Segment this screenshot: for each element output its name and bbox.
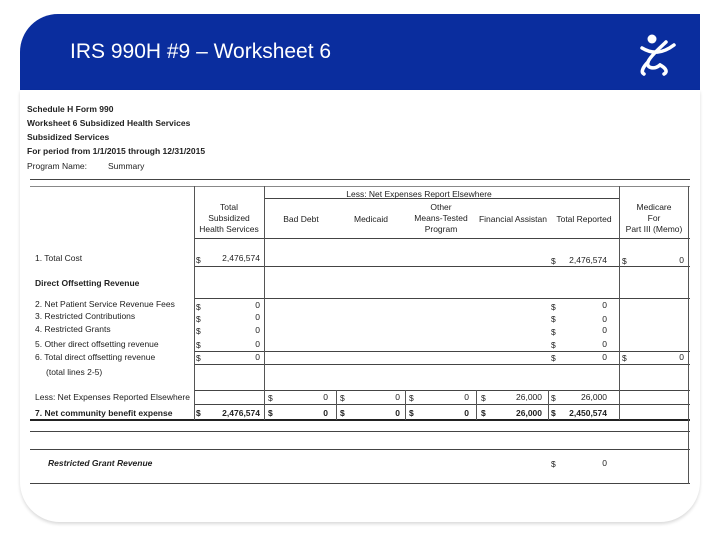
- row-other-direct-label: 5. Other direct offsetting revenue: [35, 339, 159, 349]
- grid-line: [30, 186, 690, 187]
- row-restricted-contributions-label: 3. Restricted Contributions: [35, 311, 136, 321]
- grid-line: [194, 266, 690, 267]
- currency-sign: $: [196, 340, 201, 350]
- net-community-medicaid-value: 0: [395, 408, 400, 418]
- net-patient-subsidized-value: 0: [255, 300, 260, 310]
- currency-sign: $: [551, 327, 556, 337]
- col-total-reported: Total Reported: [556, 214, 612, 224]
- currency-sign: $: [268, 393, 273, 403]
- grid-line: [194, 238, 690, 239]
- restricted-grant-revenue-value: 0: [602, 458, 607, 468]
- stick-figure-logo-icon: [638, 32, 678, 76]
- col-financial-assistance: Financial Assistan: [478, 214, 548, 224]
- net-community-total-reported-value: 2,450,574: [569, 408, 607, 418]
- col-total-subsidized: Total Subsidized Health Services: [199, 202, 259, 234]
- currency-sign: $: [481, 393, 486, 403]
- less-net-bad-debt-value: 0: [323, 392, 328, 402]
- grid-line: [548, 390, 549, 420]
- less-net-other-means-value: 0: [464, 392, 469, 402]
- other-direct-reported-value: 0: [602, 339, 607, 349]
- grid-line: [194, 390, 690, 391]
- net-community-bad-debt-value: 0: [323, 408, 328, 418]
- currency-sign: $: [551, 256, 556, 266]
- net-patient-reported-value: 0: [602, 300, 607, 310]
- grid-line: [688, 186, 689, 484]
- currency-sign: $: [551, 408, 556, 418]
- grid-line: [30, 431, 690, 432]
- col-medicare-memo: Medicare For Part III (Memo): [625, 202, 683, 234]
- currency-sign: $: [551, 340, 556, 350]
- total-direct-subsidized-value: 0: [255, 352, 260, 362]
- grid-line: [30, 419, 690, 421]
- grid-line: [194, 351, 690, 352]
- currency-sign: $: [196, 408, 201, 418]
- col-medicaid: Medicaid: [353, 214, 389, 224]
- currency-sign: $: [551, 393, 556, 403]
- grid-line: [194, 298, 690, 299]
- restricted-grant-revenue-label: Restricted Grant Revenue: [48, 458, 153, 468]
- currency-sign: $: [196, 255, 201, 265]
- row-total-cost-label: 1. Total Cost: [35, 253, 83, 263]
- currency-sign: $: [196, 302, 201, 312]
- total-cost-medicare-value: 0: [679, 255, 684, 265]
- row-net-patient-label: 2. Net Patient Service Revenue Fees: [35, 299, 175, 309]
- net-expenses-group-header: Less: Net Expenses Report Elsewhere: [346, 189, 492, 199]
- restricted-grants-reported-value: 0: [602, 325, 607, 335]
- currency-sign: $: [551, 302, 556, 312]
- currency-sign: $: [196, 326, 201, 336]
- program-name-label: Program Name:: [27, 161, 87, 171]
- currency-sign: $: [409, 393, 414, 403]
- total-direct-sublabel: (total lines 2-5): [46, 367, 103, 377]
- total-direct-reported-value: 0: [602, 352, 607, 362]
- currency-sign: $: [340, 408, 345, 418]
- grid-line: [30, 449, 690, 450]
- currency-sign: $: [622, 353, 627, 363]
- net-community-subsidized-value: 2,476,574: [222, 408, 260, 418]
- row-total-direct-label: 6. Total direct offsetting revenue: [35, 352, 156, 362]
- grid-line: [476, 390, 477, 420]
- row-restricted-grants-label: 4. Restricted Grants: [35, 324, 111, 334]
- currency-sign: $: [268, 408, 273, 418]
- header-line-1: Schedule H Form 990: [27, 104, 114, 114]
- currency-sign: $: [196, 353, 201, 363]
- grid-line: [336, 390, 337, 420]
- less-net-financial-assistance-value: 26,000: [516, 392, 542, 402]
- currency-sign: $: [340, 393, 345, 403]
- col-bad-debt: Bad Debt: [283, 214, 319, 224]
- header-line-2: Worksheet 6 Subsidized Health Services: [27, 118, 191, 128]
- total-cost-reported-value: 2,476,574: [569, 255, 607, 265]
- net-community-financial-assistance-value: 26,000: [516, 408, 542, 418]
- grid-line: [194, 404, 690, 405]
- grid-line: [30, 179, 690, 180]
- currency-sign: $: [551, 353, 556, 363]
- grid-line: [405, 390, 406, 420]
- row-net-community-label: 7. Net community benefit expense: [35, 408, 173, 418]
- header-line-4: For period from 1/1/2015 through 12/31/2015: [27, 146, 206, 156]
- less-net-medicaid-value: 0: [395, 392, 400, 402]
- program-name-value: Summary: [108, 161, 145, 171]
- currency-sign: $: [481, 408, 486, 418]
- slide-title: IRS 990H #9 – Worksheet 6: [70, 40, 332, 63]
- currency-sign: $: [196, 314, 201, 324]
- restricted-grants-subsidized-value: 0: [255, 325, 260, 335]
- currency-sign: $: [551, 314, 556, 324]
- col-other-means-tested: Other Means-Tested Program: [414, 202, 468, 234]
- row-less-net-expenses-label: Less: Net Expenses Reported Elsewhere: [35, 392, 190, 402]
- currency-sign: $: [622, 256, 627, 266]
- other-direct-subsidized-value: 0: [255, 339, 260, 349]
- direct-offsetting-header: Direct Offsetting Revenue: [35, 278, 140, 288]
- net-community-other-means-value: 0: [464, 408, 469, 418]
- currency-sign: $: [551, 459, 556, 469]
- header-line-3: Subsidized Services: [27, 132, 110, 142]
- total-direct-medicare-value: 0: [679, 352, 684, 362]
- restricted-contributions-reported-value: 0: [602, 314, 607, 324]
- currency-sign: $: [409, 408, 414, 418]
- restricted-contributions-subsidized-value: 0: [255, 312, 260, 322]
- total-cost-subsidized-value: 2,476,574: [222, 253, 260, 263]
- grid-line: [264, 186, 265, 420]
- less-net-total-reported-value: 26,000: [581, 392, 607, 402]
- grid-line: [30, 483, 690, 484]
- grid-line: [194, 364, 690, 365]
